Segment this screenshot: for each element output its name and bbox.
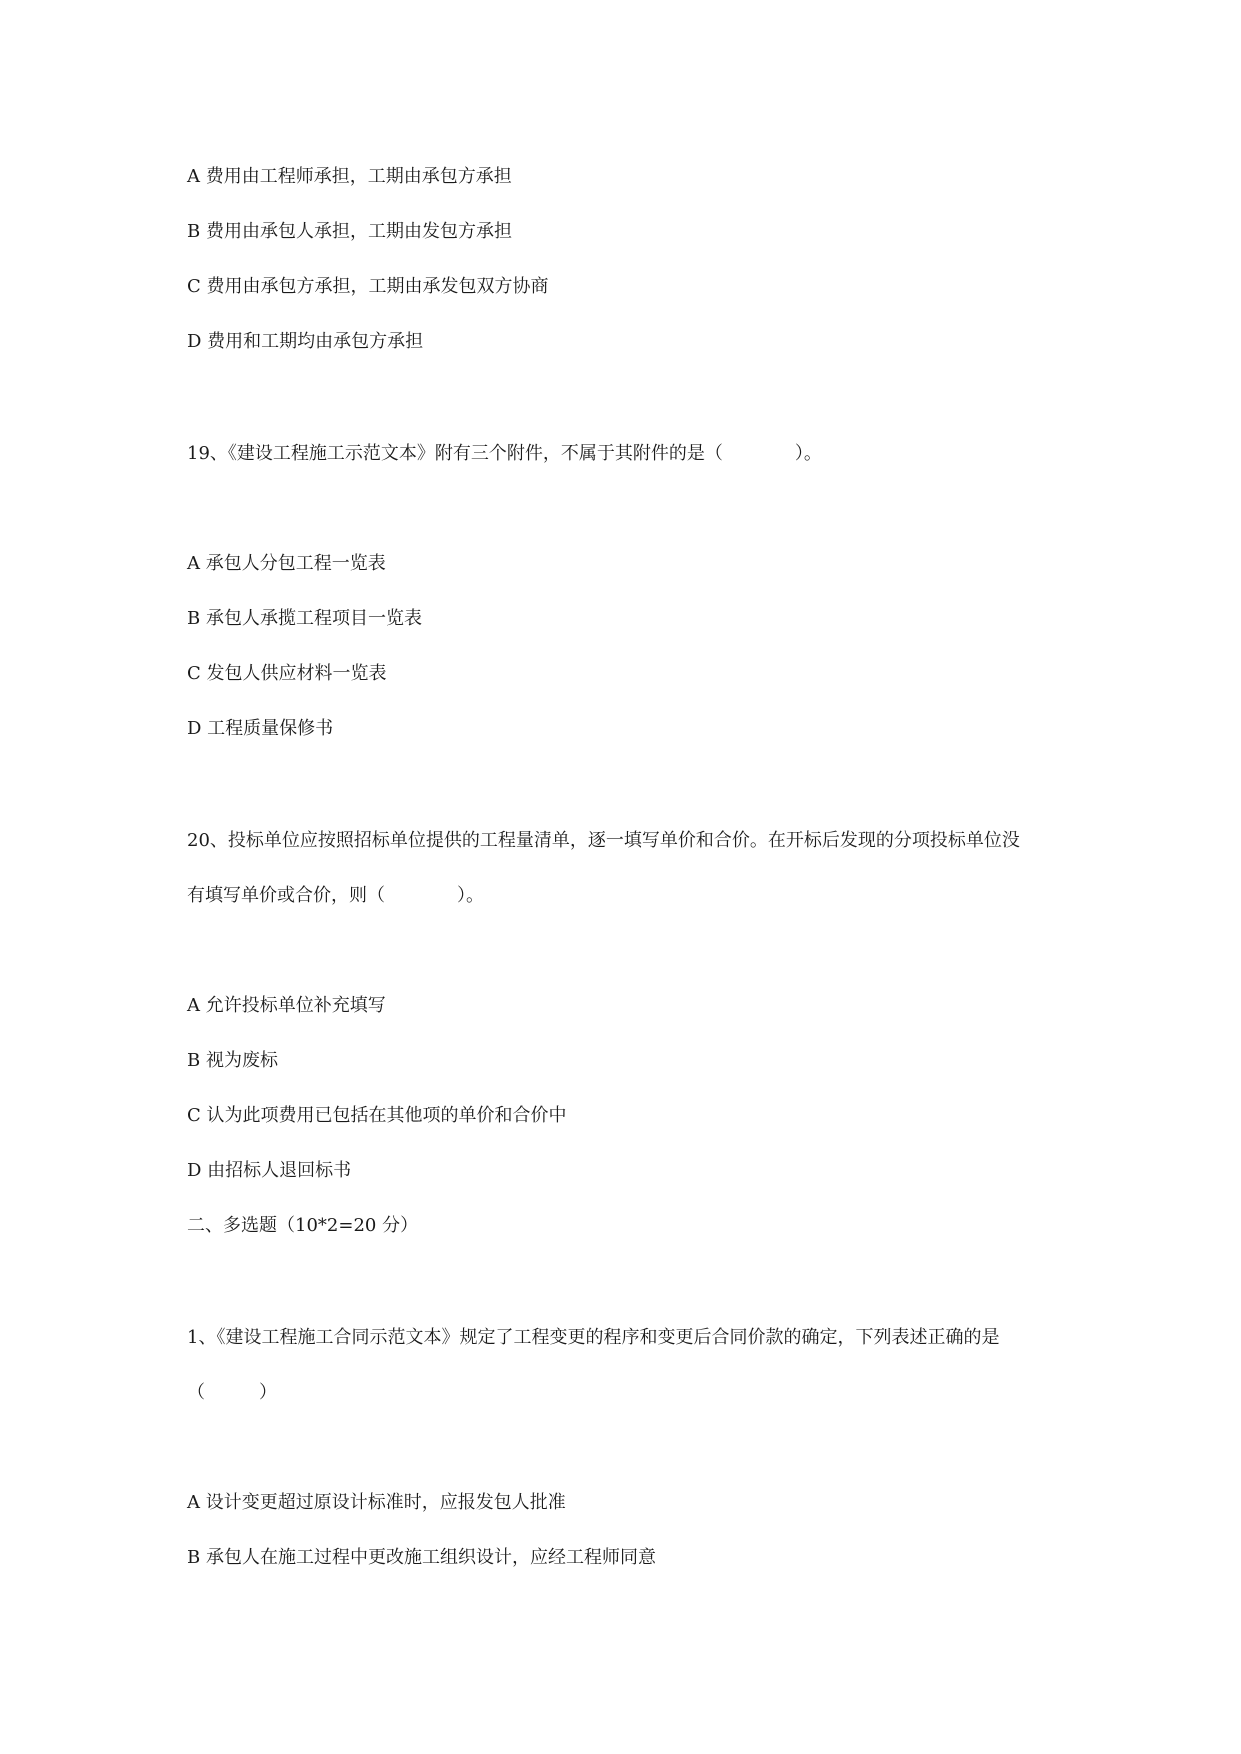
q19-option-d: D 工程质量保修书 (187, 718, 334, 739)
m1-stem-line2: （ ） (187, 1382, 277, 1403)
q19-option-c: C 发包人供应材料一览表 (187, 663, 387, 684)
m1-option-b: B 承包人在施工过程中更改施工组织设计，应经工程师同意 (187, 1547, 656, 1568)
m1-option-a: A 设计变更超过原设计标准时，应报发包人批准 (187, 1492, 566, 1513)
q18-option-b: B 费用由承包人承担，工期由发包方承担 (187, 221, 512, 242)
q20-option-d: D 由招标人退回标书 (187, 1160, 352, 1181)
q19-option-b: B 承包人承揽工程项目一览表 (187, 608, 422, 629)
q18-option-a: A 费用由工程师承担，工期由承包方承担 (187, 166, 512, 187)
q20-option-b: B 视为废标 (187, 1050, 278, 1071)
q18-option-c: C 费用由承包方承担，工期由承发包双方协商 (187, 276, 549, 297)
q20-stem-line2: 有填写单价或合价，则（ ）。 (187, 885, 484, 906)
q19-option-a: A 承包人分包工程一览表 (187, 553, 386, 574)
m1-stem-line1: 1、《建设工程施工合同示范文本》规定了工程变更的程序和变更后合同价款的确定，下列表述正确的是 (187, 1327, 1000, 1348)
q20-option-c: C 认为此项费用已包括在其他项的单价和合价中 (187, 1105, 567, 1126)
section-heading: 二、多选题（10*2=20 分） (187, 1215, 419, 1236)
q18-option-d: D 费用和工期均由承包方承担 (187, 331, 424, 352)
q20-stem-line1: 20、投标单位应按照招标单位提供的工程量清单，逐一填写单价和合价。在开标后发现的分项投标单位没 (187, 830, 1020, 851)
q19-stem: 19、《建设工程施工示范文本》附有三个附件，不属于其附件的是（ ）。 (187, 443, 822, 464)
q20-option-a: A 允许投标单位补充填写 (187, 995, 386, 1016)
